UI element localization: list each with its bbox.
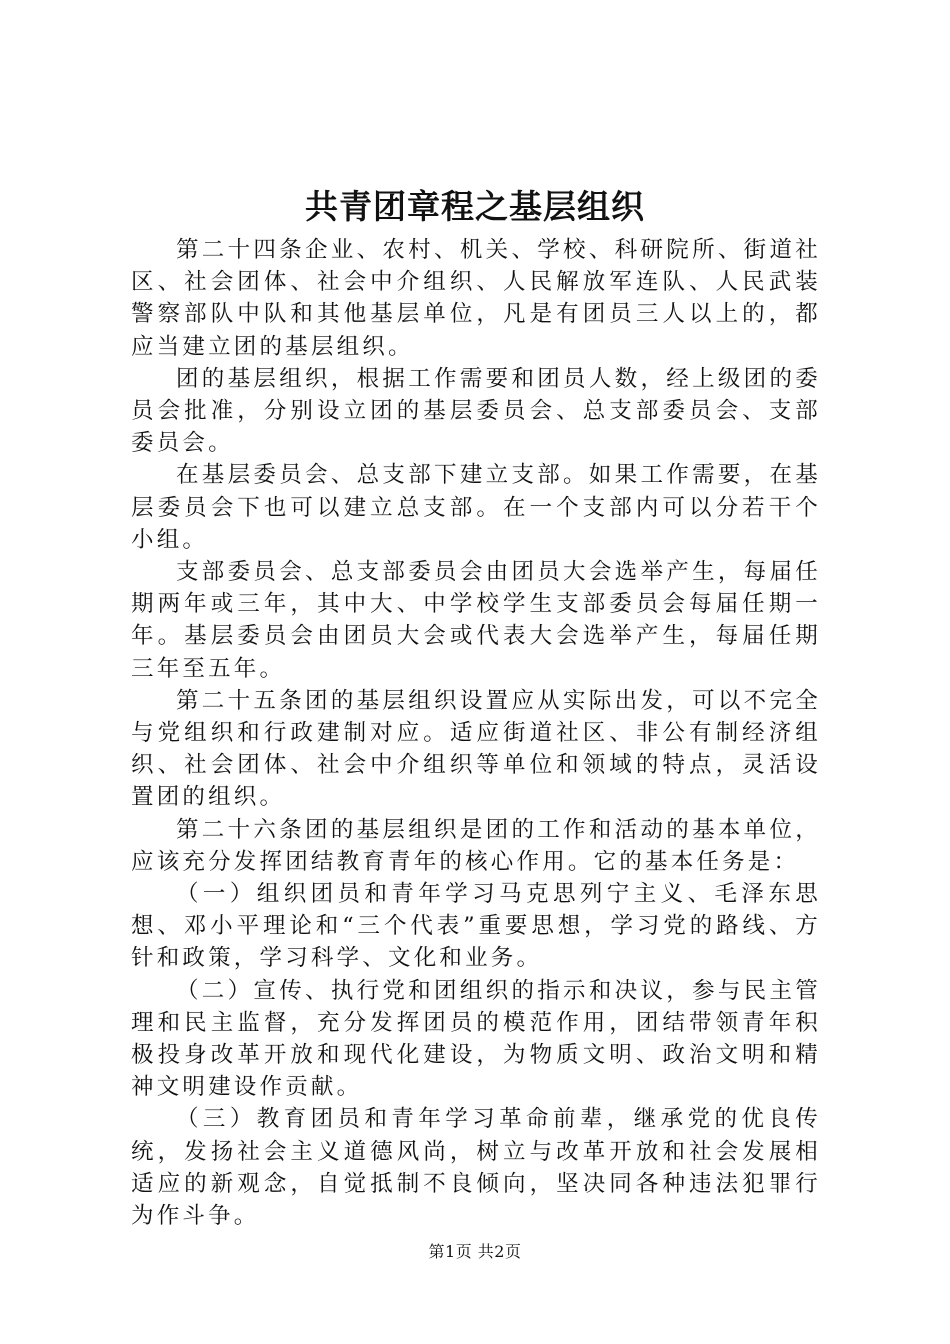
paragraph: 第二十五条团的基层组织设置应从实际出发，可以不完全与党组织和行政建制对应。适应街道社区、非公有制经济组织、社会团体、社会中介组织等单位和领域的特点，灵活设置团的组织。 — [131, 687, 821, 811]
page-footer: 第1页 共2页 — [428, 1242, 522, 1261]
paragraph: 在基层委员会、总支部下建立支部。如果工作需要，在基层委员会下也可以建立总支部。在一个支部内可以分若干个小组。 — [131, 462, 821, 553]
paragraph: 第二十六条团的基层组织是团的工作和活动的基本单位，应该充分发挥团结教育青年的核心作用。它的基本任务是： — [131, 816, 821, 875]
paragraph: （二）宣传、执行党和团组织的指示和决议，参与民主管理和民主监督，充分发挥团员的模范作用，团结带领青年积极投身改革开放和现代化建设，为物质文明、政治文明和精神文明建设作贡献。 — [131, 977, 821, 1101]
document-title: 共青团章程之基层组织 — [305, 187, 645, 226]
document-body — [131, 234, 821, 1232]
paragraph: 支部委员会、总支部委员会由团员大会选举产生，每届任期两年或三年，其中大、中学校学生支部委员会每届任期一年。基层委员会由团员大会或代表大会选举产生，每届任期三年至五年。 — [131, 559, 821, 682]
paragraph: （三）教育团员和青年学习革命前辈，继承党的优良传统，发扬社会主义道德风尚，树立与改革开放和社会发展相适应的新观念，自觉抵制不良倾向，坚决同各种违法犯罪行为作斗争。 — [131, 1106, 821, 1230]
paragraph: 团的基层组织，根据工作需要和团员人数，经上级团的委员会批准，分别设立团的基层委员会、总支部委员会、支部委员会。 — [131, 365, 821, 457]
paragraph: 第二十四条企业、农村、机关、学校、科研院所、街道社区、社会团体、社会中介组织、人民解放军连队、人民武装警察部队中队和其他基层单位，凡是有团员三人以上的，都应当建立团的基层组织。 — [131, 237, 821, 360]
paragraph: （一）组织团员和青年学习马克思列宁主义、毛泽东思想、邓小平理论和“三个代表”重要思想，学习党的路线、方针和政策，学习科学、文化和业务。 — [131, 881, 821, 972]
